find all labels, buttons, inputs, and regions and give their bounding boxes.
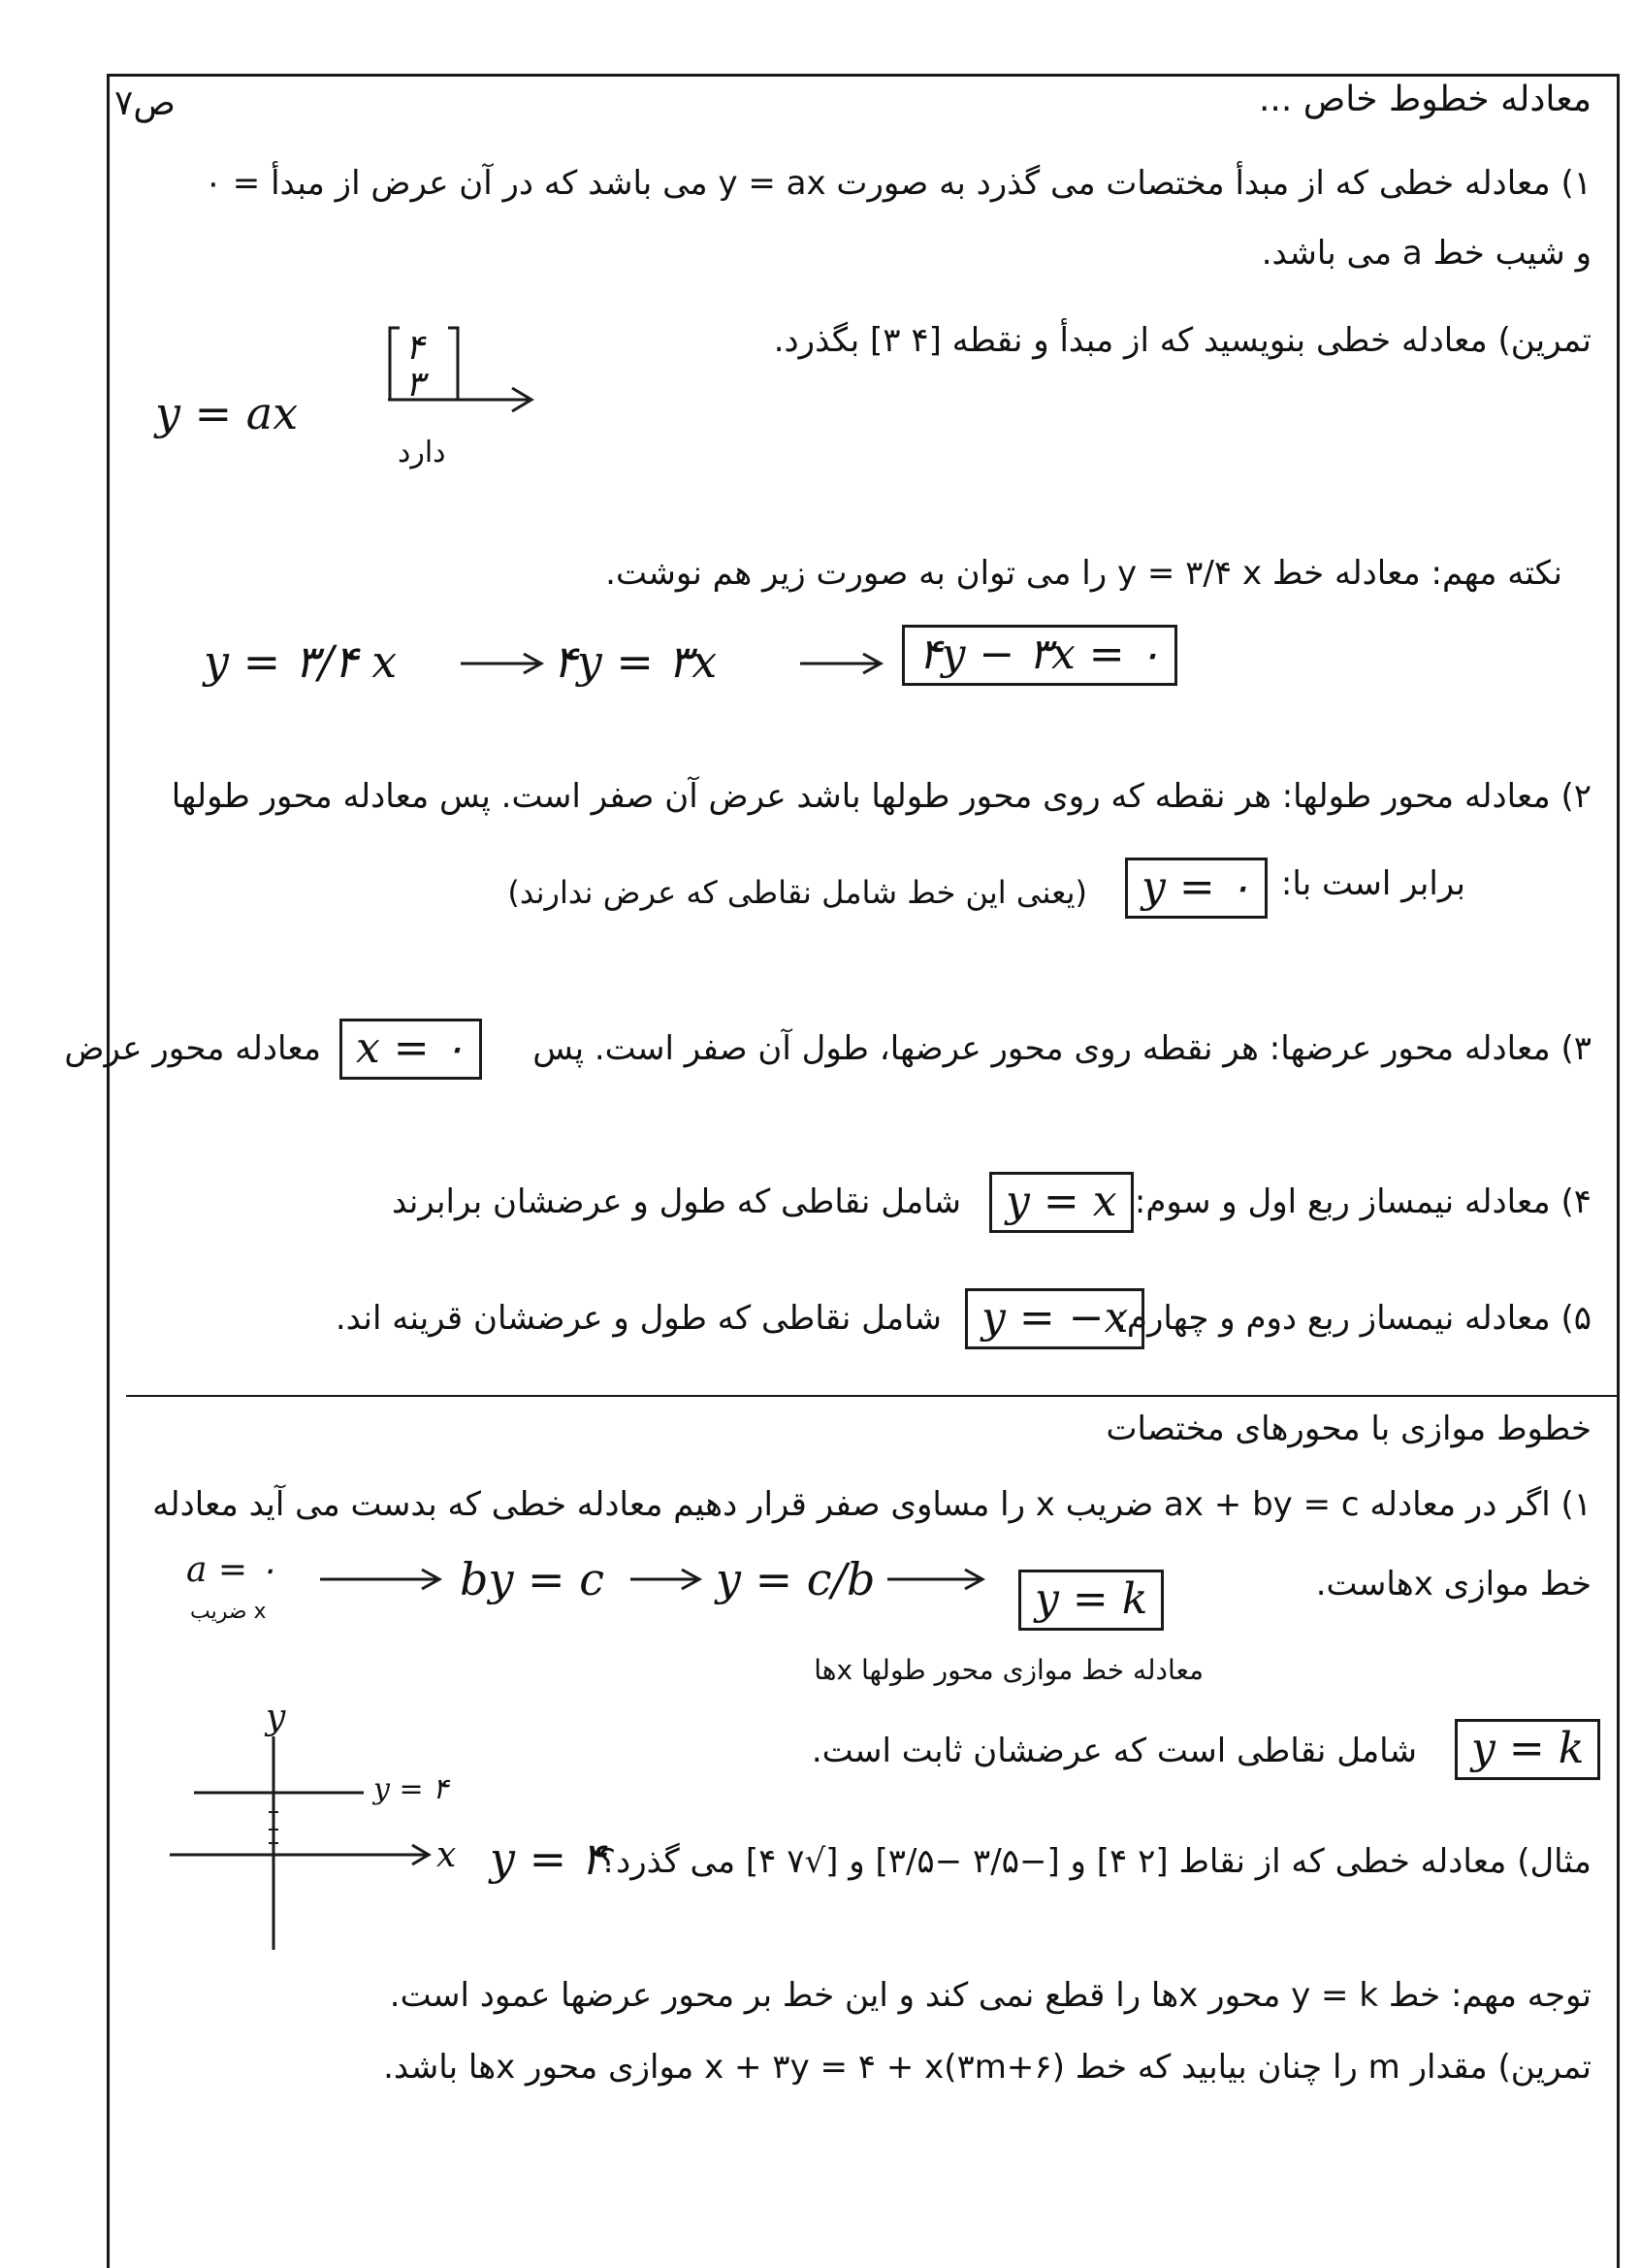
x-axis-equation-box: y = ۰ bbox=[1125, 858, 1268, 919]
chain-eq2: ۴y = ۳x bbox=[553, 635, 718, 688]
section1-item1-line2: و شیب خط a می باشد. bbox=[1261, 234, 1592, 273]
bisector2-equation-box: y = −x bbox=[965, 1288, 1144, 1349]
chain-result-box: ۴y − ۳x = ۰ bbox=[902, 625, 1177, 686]
yk-box: y = k bbox=[1455, 1719, 1600, 1780]
chain2-eq2: y = c/b bbox=[716, 1553, 876, 1605]
important-note: نکته مهم: معادله خط y = ۳/۴ x را می توان به صورت زیر هم نوشت. bbox=[605, 554, 1562, 593]
section2-example: مثال) معادله خطی که از نقاط [۲ ۴] و [−۳/۵ −۳/۵] و [√۷ ۴] می گذرد؟ bbox=[598, 1842, 1592, 1881]
section2-attention: توجه مهم: خط y = k محور xها را قطع نمی کند و این خط بر محور عرضها عمود است. bbox=[389, 1976, 1592, 2015]
vector-bottom: ۳ bbox=[405, 365, 425, 405]
yk-text: شامل نقاطی است که عرضشان ثابت است. bbox=[811, 1732, 1417, 1770]
section1-exercise: تمرین) معادله خطی بنویسید که از مبدأ و نقطه [۴ ۳] بگذرد. bbox=[773, 321, 1592, 360]
section2-exercise: تمرین) مقدار m را چنان بیابید که خط (۳m+۶)x + ۳y = ۴ + x موازی محور xها باشد. bbox=[383, 2048, 1592, 2087]
section1-item2-note: (یعنی این خط شامل نقاطی که عرض ندارند) bbox=[507, 874, 1087, 911]
vector-bracket-left bbox=[390, 328, 400, 400]
section2-title: خطوط موازی با محورهای مختصات bbox=[1106, 1409, 1592, 1448]
chain2-eq1: by = c bbox=[460, 1553, 604, 1605]
example-answer: y = ۴ bbox=[490, 1832, 605, 1885]
section1-item5-text: ۵) معادله نیمساز ربع دوم و چهارم: bbox=[1115, 1299, 1592, 1338]
section2-item1-line1: ۱) اگر در معادله ax + by = c ضریب x را مساوی صفر قرار دهیم معادله خطی که بدست می آید معادله bbox=[152, 1485, 1592, 1524]
section1-eq-left: y = ax bbox=[155, 387, 299, 439]
section1-item5-tail: شامل نقاطی که طول و عرضشان قرینه اند. bbox=[335, 1299, 942, 1338]
chain-eq1: y = ۳/۴ x bbox=[204, 635, 398, 688]
graph-y-label: y bbox=[266, 1698, 286, 1737]
bisector1-equation-box: y = x bbox=[989, 1172, 1134, 1233]
section1-item2-line1: ۲) معادله محور طولها: هر نقطه که روی محور طولها باشد عرض آن صفر است. پس معادله محور طولها bbox=[171, 777, 1592, 816]
chain2-a-sub: ضریب x bbox=[190, 1600, 267, 1624]
section1-item4-tail: شامل نقاطی که طول و عرضشان برابرند bbox=[391, 1183, 961, 1221]
chain2-caption: معادله خط موازی محور طولها xها bbox=[814, 1654, 1204, 1686]
section1-item3-tail: معادله محور عرض bbox=[64, 1029, 321, 1068]
section1-item4-text: ۴) معادله نیمساز ربع اول و سوم: bbox=[1134, 1183, 1592, 1221]
graph-line-label: y = ۴ bbox=[373, 1772, 449, 1806]
graph-x-label: x bbox=[436, 1835, 457, 1875]
y-axis-equation-box: x = ۰ bbox=[339, 1019, 482, 1080]
vector-bracket-right bbox=[448, 328, 458, 400]
page-number: ۷ص bbox=[114, 83, 176, 123]
section2-item1-line2: خط موازی xهاست. bbox=[1315, 1565, 1592, 1604]
section1-item3-text: ۳) معادله محور عرضها: هر نقطه روی محور عرضها، طول آن صفر است. پس bbox=[532, 1029, 1592, 1068]
chain2-a: a = ۰ bbox=[186, 1550, 277, 1590]
vector-top: ۴ bbox=[405, 328, 425, 368]
horizontal-line-box: y = k bbox=[1018, 1570, 1164, 1631]
arrow-label: دارد bbox=[398, 436, 446, 470]
page-title: معادله خطوط خاص ... bbox=[1258, 80, 1592, 119]
section1-item1-line1: ۱) معادله خطی که از مبدأ مختصات می گذرد به صورت y = ax می باشد که در آن عرض از مبدأ = ۰ bbox=[204, 164, 1592, 203]
section1-item2-line2: برابر است با: bbox=[1280, 864, 1465, 903]
